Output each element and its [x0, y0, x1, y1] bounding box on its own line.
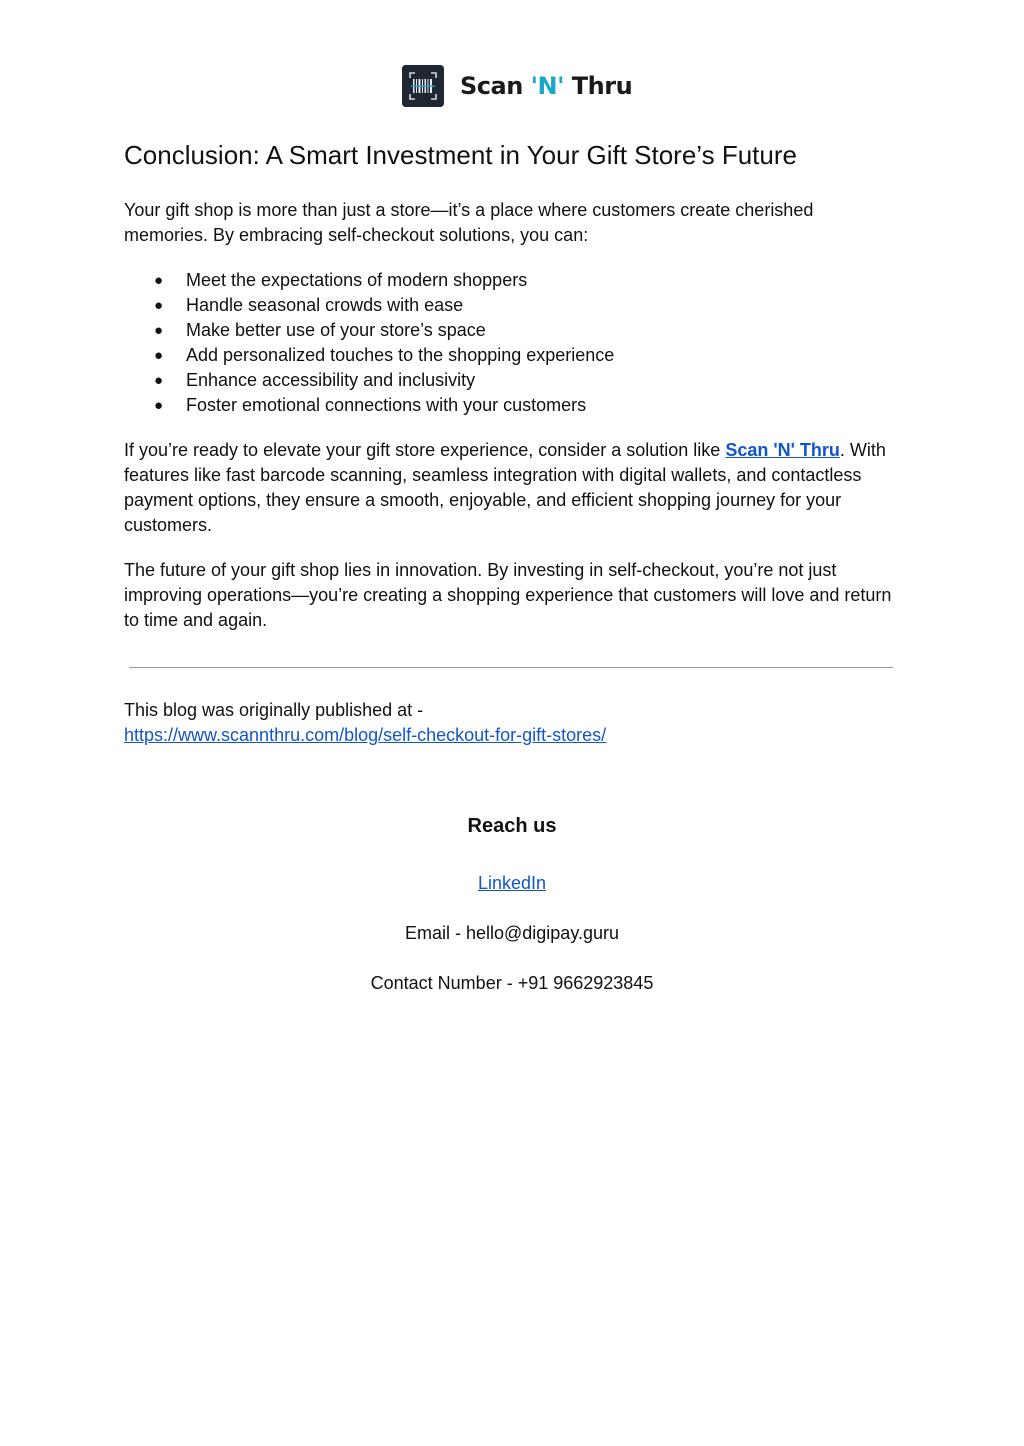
barcode-scan-icon [402, 65, 444, 107]
list-item [124, 368, 894, 393]
brand-wordmark-part2: Thru [563, 72, 633, 100]
list-item [124, 393, 894, 418]
bullet-icon: ● [154, 272, 164, 289]
brand-logo[interactable] [402, 64, 632, 108]
phone-contact: Contact Number - +91 9662923845 [370, 973, 654, 993]
article-body [124, 138, 894, 653]
linkedin-link[interactable]: LinkedIn [477, 873, 547, 893]
scan-n-thru-link[interactable]: Scan 'N' Thru [725, 440, 840, 460]
benefits-list [124, 268, 894, 418]
bullet-icon: ● [154, 347, 164, 364]
email-contact: Email - hello@digipay.guru [404, 923, 620, 943]
reach-us-heading: Reach us [467, 815, 557, 837]
section-divider [129, 667, 893, 668]
solution-paragraph [124, 438, 894, 538]
brand-wordmark-accent: 'N' [530, 72, 564, 100]
linkedin-row [0, 873, 1024, 894]
bullet-icon: ● [154, 297, 164, 314]
bullet-icon: ● [154, 322, 164, 339]
list-item [124, 268, 894, 293]
list-item-text: Meet the expectations of modern shoppers [186, 270, 528, 290]
bullet-icon: ● [154, 397, 164, 414]
list-item-text: Foster emotional connections with your customers [186, 395, 587, 415]
published-note [124, 698, 894, 748]
intro-paragraph: Your gift shop is more than just a store—it’s a place where customers create cherished memories. By embracing self-checkout solutions, you can: [124, 200, 814, 245]
bullet-icon: ● [154, 372, 164, 389]
list-item [124, 343, 894, 368]
list-item [124, 293, 894, 318]
list-item [124, 318, 894, 343]
published-label: This blog was originally published at - [124, 700, 424, 720]
future-paragraph: The future of your gift shop lies in innovation. By investing in self-checkout, you’re not just improving operations—you’re creating a shopping experience that customers will love and return to time and again. [124, 560, 892, 630]
brand-wordmark-part1: Scan [460, 72, 531, 100]
solution-text-before: If you’re ready to elevate your gift store experience, consider a solution like [124, 440, 726, 460]
original-post-link[interactable]: https://www.scannthru.com/blog/self-checkout-for-gift-stores/ [124, 725, 607, 745]
list-item-text: Enhance accessibility and inclusivity [186, 370, 476, 390]
article-title: Conclusion: A Smart Investment in Your Gift Store’s Future [124, 140, 797, 170]
list-item-text: Add personalized touches to the shopping experience [186, 345, 615, 365]
brand-wordmark [460, 72, 632, 100]
list-item-text: Make better use of your store’s space [186, 320, 486, 340]
list-item-text: Handle seasonal crowds with ease [186, 295, 464, 315]
solution-text-after: . With features like fast barcode scanning, seamless integration with digital wallets, and contactless payment options, they ensure a smooth, enjoyable, and efficient shopping journey for your customers. [124, 440, 886, 535]
